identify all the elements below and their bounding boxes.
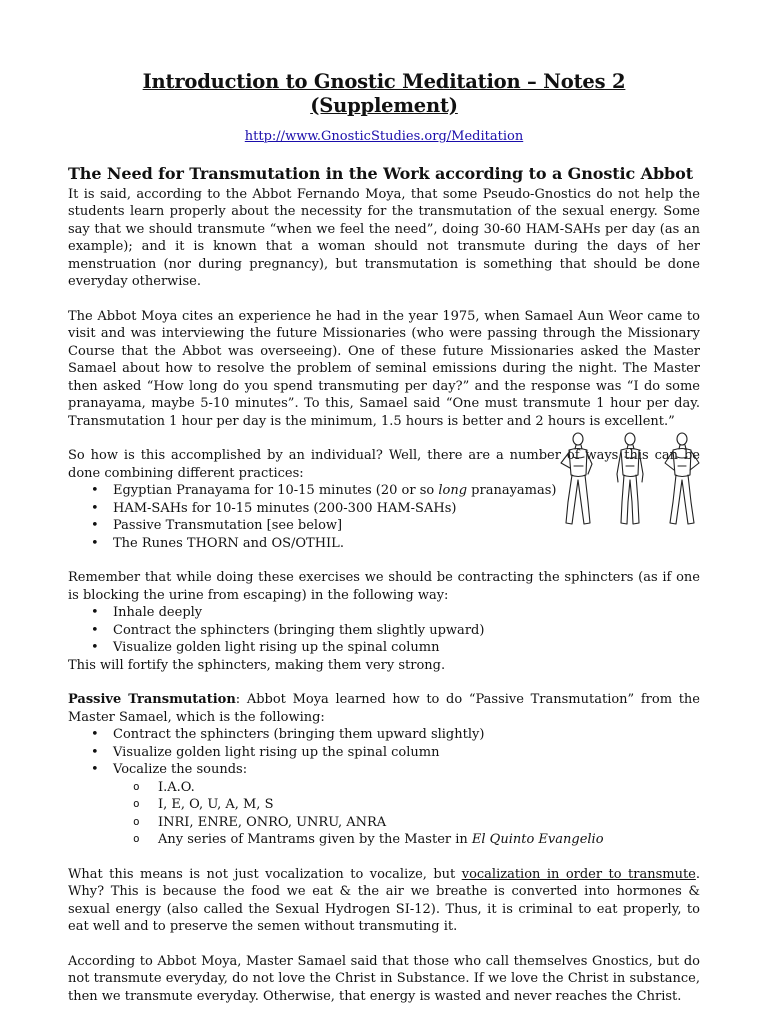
url-line xyxy=(68,128,700,146)
figure-standing-icon xyxy=(617,433,643,524)
sounds-list xyxy=(68,779,700,849)
rune-postures-illustration xyxy=(555,430,705,530)
list-item: • HAM-SAHs for 10-15 minutes (200-300 HAM-SAHs) xyxy=(68,500,700,518)
list-item: • Visualize golden light rising up the spinal column xyxy=(68,639,700,657)
paragraph-7: According to Abbot Moya, Master Samael said that those who call themselves Gnostics, but do not transmute everyday, do not love the Christ in Substance. If we love the Christ in substance, then we transmute everyday. Otherwise, that energy is wasted and never reaches the Christ. xyxy=(68,953,700,1004)
paragraph-2: The Abbot Moya cites an experience he had in the year 1975, when Samael Aun Weor came to visit and was interviewing the future Missionaries (who were passing through the Missionary Course that the Abbot was overseeing). One of these future Missionaries asked the Master Samael about how to resolve the problem of seminal emissions during the night. The Master then asked “How long do you spend transmuting per day?” and the response was “I do some pranayama, maybe 5-10 minutes”. To this, Samael said “One must transmute 1 hour per day. Transmutation 1 hour per day is the minimum, 1.5 hours is better and 2 hours is excellent.” xyxy=(68,308,700,429)
list-item: • Egyptian Pranayama for 10-15 minutes (20 or so long pranayamas) xyxy=(68,482,700,500)
paragraph-1: It is said, according to the Abbot Fernando Moya, that some Pseudo-Gnostics do not help the students learn properly about the necessity for the transmutation of the sexual energy. Some say that we should transmute “when we feel the need”, doing 30-60 HAM-SAHs per day (as an example); and it is known that a woman should not transmute during the days of her menstruation (nor during pregnancy), but transmutation is something that should be done everyday otherwise. xyxy=(68,186,700,289)
rune-figures-svg xyxy=(555,430,705,530)
list-item: o INRI, ENRE, ONRO, UNRU, ANRA xyxy=(68,814,700,832)
passive-transmutation-label: Passive Transmutation xyxy=(68,692,236,707)
section-heading: The Need for Transmutation in the Work according to a Gnostic Abbot xyxy=(68,163,693,183)
list-item: • Contract the sphincters (bringing them upward slightly) xyxy=(68,726,700,744)
paragraph-6: What this means is not just vocalization to vocalize, but vocalization in order to transmute. Why? This is because the food we eat & the air we breathe is converted into hormones & sexual energy (also called the Sexual Hydrogen SI-12). Thus, it is criminal to eat properly, to eat well and to preserve the semen without transmuting it. xyxy=(68,866,700,934)
paragraph-5: This will fortify the sphincters, making them very strong. xyxy=(68,657,446,673)
list-item: • Passive Transmutation [see below] xyxy=(68,517,700,535)
passive-steps-list xyxy=(68,726,700,779)
list-item: o I, E, O, U, A, M, S xyxy=(68,796,700,814)
gnostic-studies-link[interactable]: http://www.GnosticStudies.org/Meditation xyxy=(244,129,524,144)
figure-othil-icon xyxy=(665,433,699,524)
list-item: o I.A.O. xyxy=(68,779,700,797)
figure-thorn-icon xyxy=(561,433,592,524)
list-item: • Inhale deeply xyxy=(68,604,700,622)
passive-transmutation-paragraph: Passive Transmutation: Abbot Moya learned how to do “Passive Transmutation” from the Master Samael, which is the following: xyxy=(68,692,700,725)
list-item: • Contract the sphincters (bringing them slightly upward) xyxy=(68,622,700,640)
paragraph-4: Remember that while doing these exercises we should be contracting the sphincters (as if one is blocking the urine from escaping) in the following way: xyxy=(68,570,700,603)
paragraph-3: So how is this accomplished by an individual? Well, there are a number of ways this can be done combining different practices: xyxy=(68,448,700,481)
list-item: • The Runes THORN and OS/OTHIL. xyxy=(68,535,700,553)
list-item: o Any series of Mantrams given by the Master in El Quinto Evangelio xyxy=(68,831,700,849)
list-item: • Visualize golden light rising up the spinal column xyxy=(68,744,700,762)
sphincter-steps-list xyxy=(68,604,700,657)
document-title: Introduction to Gnostic Meditation – Notes 2 (Supplement) xyxy=(142,70,626,117)
list-item: • Vocalize the sounds: xyxy=(68,761,700,779)
